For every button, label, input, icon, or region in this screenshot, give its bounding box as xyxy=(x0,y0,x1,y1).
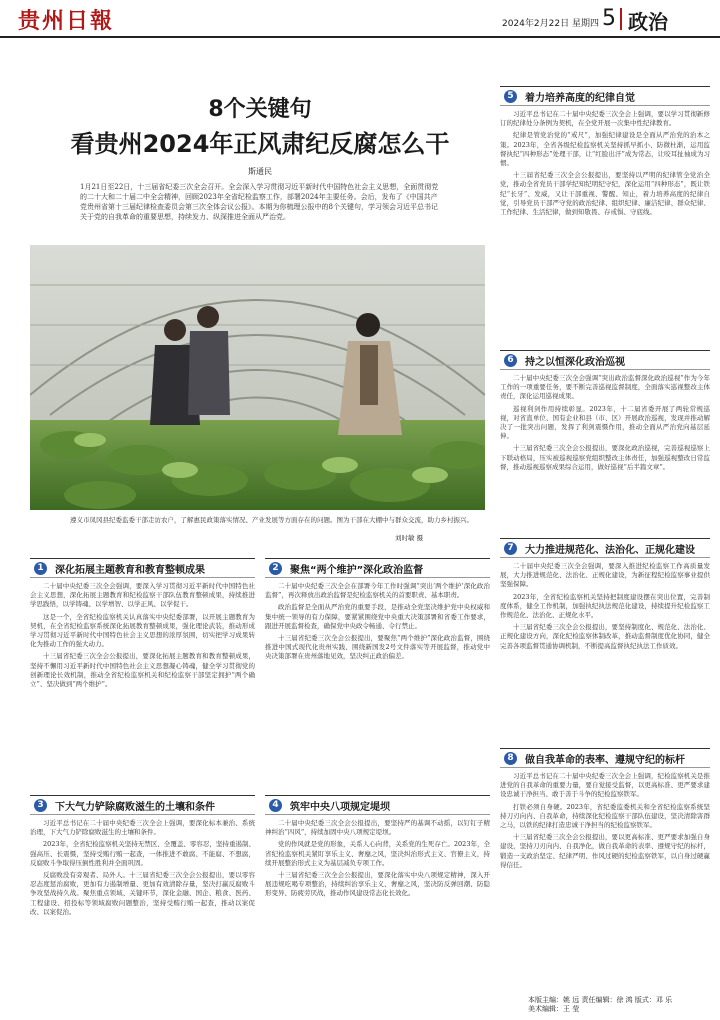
section-4-title: 筑牢中央八项规定堤坝 xyxy=(290,801,390,813)
section-2-number: 2 xyxy=(269,562,282,575)
section-1-para: 这是一个，全省纪检监察机关认真落实中央纪委部署，以开展主题教育为契机，在全省纪检监察系统深化拓展教育整顿成果，强化理论武装，推动形成学习贯彻习近平新时代中国特色社会主义思想的浓厚氛围，切实把学习成果转化为推动工作的强大动力。 xyxy=(30,612,255,649)
lead-paragraph: 1月21日至22日，十三届省纪委三次全会召开。全会深入学习贯彻习近平新时代中国特色社会主义思想，全面贯彻党的二十大和二十届二中全会精神，回顾2023年全省纪检监察工作，部署2024年主要任务。会后，发布了《中国共产党贵州省第十三届纪律检查委员会第三次全体会议公报》。本期为你梳理公报中的8个关键句，学习领会习近平总书记关于党的自我革命的重要思想，持续发力、纵深推进全面从严治党。 xyxy=(80,183,439,221)
greenhouse-illustration xyxy=(30,245,485,510)
section-3-para: 习近平总书记在二十届中央纪委三次全会上强调，要深化标本兼治、系统治理，下大气力铲除腐败滋生的土壤和条件。 xyxy=(30,819,255,837)
section-8-number: 8 xyxy=(504,752,517,765)
section-7-para: 2023年，全省纪检监察机关坚持把制度建设摆在突出位置，完善制度体系，健全工作机制，加强执纪执法规范化建设，持续提升纪检监察工作规范化、法治化、正规化水平。 xyxy=(500,592,710,620)
section-5-title: 着力培养高度的纪律自觉 xyxy=(525,92,635,104)
issue-date: 2024年2月22日 星期四 xyxy=(502,19,599,29)
section-5-para: 习近平总书记在二十届中央纪委三次全会上强调，要以学习贯彻新修订的纪律处分条例为契机，在全党开展一次集中性纪律教育。 xyxy=(500,110,710,128)
section-6-para: 巡视利剑作用持续彰显。2023年，十二届省委开展了两轮常规巡视，对省直单位、国有企业和县（市、区）开展政治巡视，发现并推动解决了一批突出问题，发挥了利剑震慑作用，推动全面从严治党向基层延伸。 xyxy=(500,404,710,441)
section-4 xyxy=(265,795,490,1010)
section-2-title: 聚焦“两个维护”深化政治监督 xyxy=(290,564,424,576)
page-number: 5 xyxy=(602,6,616,31)
newspaper-logo: 贵州日報 xyxy=(18,8,115,34)
section-6-title: 持之以恒深化政治巡视 xyxy=(525,356,625,368)
headline-line2: 看贵州2024年正风肃纪反腐怎么干 xyxy=(70,130,450,158)
section-1 xyxy=(30,558,255,790)
section-3-number: 3 xyxy=(34,799,47,812)
headline-line1: 8个关键句 xyxy=(208,97,312,122)
editor-credits xyxy=(528,996,708,1014)
masthead xyxy=(0,0,720,38)
section-1-para: 二十届中央纪委三次全会强调，要深入学习贯彻习近平新时代中国特色社会主义思想，深化拓展主题教育和纪检监察干部队伍教育整顿成果，持续推进学思践悟，以学铸魂、以学增智、以学正风、以学促干。 xyxy=(30,582,255,609)
section-8-para: 习近平总书记在二十届中央纪委三次全会上强调，纪检监察机关是推进党的自我革命的重要力量，要自觉接受监督，以更高标准、更严要求建设忠诚干净担当、敢于善于斗争的纪检监察铁军。 xyxy=(500,772,710,799)
section-1-number: 1 xyxy=(34,562,47,575)
section-6-header xyxy=(500,350,710,370)
greenhouse-photo xyxy=(30,245,485,510)
section-7-para: 二十届中央纪委三次全会强调，要深入推进纪检监察工作高质量发展，大力推进规范化、法治化、正规化建设，为新征程纪检监察事业提供坚强保障。 xyxy=(500,562,710,589)
section-5-para: 十三届省纪委三次全会公报提出，要坚持以严明的纪律管全党治全党，推动全省党员干部学纪知纪明纪守纪，深化运用“四种形态”，既让铁纪“长牙”、发威，又让干部重视、警醒、知止，着力培养高度的纪律自觉，引导党员干部严守党的政治纪律、组织纪律、廉洁纪律、群众纪律、工作纪律、生活纪律，做到知敬畏、存戒惧、守底线。 xyxy=(500,171,710,217)
section-4-para: 党的作风就是党的形象，关系人心向背，关系党的生死存亡。2023年，全省纪检监察机关紧盯享乐主义、奢靡之风，坚决纠治形式主义、官僚主义，持续开展整治形式主义为基层减负专项工作。 xyxy=(265,840,490,867)
section-6-para: 十三届省纪委三次全会公报提出，要深化政治巡视，完善巡视巡察上下联动格局，压实被巡视巡察党组织整改主体责任，加强巡视整改日常监督，推动巡视巡察成果综合运用，做好巡视“后半篇文章”。 xyxy=(500,444,710,471)
section-7-number: 7 xyxy=(504,542,517,555)
section-2-para: 二十届中央纪委三次全会在部署今年工作时强调“突出‘两个维护’深化政治监督”，再次释放出政治监督是纪检监察机关的首要职责、基本职责。 xyxy=(265,582,490,600)
section-4-header xyxy=(265,795,490,815)
section-6-para: 二十届中央纪委三次全会强调“突出政治监督深化政治巡视”作为今年工作的一项重要任务，要不断完善巡视监督制度，全面落实巡视整改主体责任，深化运用巡视成果。 xyxy=(500,374,710,401)
section-2-para: 政治监督是全面从严治党的重要手段，是推动全党坚决维护党中央权威和集中统一领导的有力保障，要紧紧围绕党中央重大决策部署和省委工作要求，跟进开展监督检查，确保党中央政令畅通、令行禁止。 xyxy=(265,603,490,630)
section-5 xyxy=(500,86,710,336)
section-8-para: 打铁必须自身硬。2023年，省纪委监委机关和全省纪检监察系统坚持刀刃向内、自我革命，持续深化纪检监察干部队伍建设，坚决清除害群之马，以铁的纪律打造忠诚干净担当的纪检监察铁军。 xyxy=(500,802,710,830)
section-8 xyxy=(500,748,710,990)
section-1-title: 深化拓展主题教育和教育整顿成果 xyxy=(55,564,205,576)
section-4-number: 4 xyxy=(269,799,282,812)
photo-credit: 刘时敏 摄 xyxy=(395,534,424,542)
section-7-title: 大力推进规范化、法治化、正规化建设 xyxy=(525,544,695,556)
section-6 xyxy=(500,350,710,530)
section-5-para: 纪律是管党治党的“戒尺”，加强纪律建设是全面从严治党的治本之策。2023年，全省各级纪检监察机关坚持抓早抓小、防微杜渐，运用监督执纪“四种形态”处理干部，让“红脸出汗”成为常态，让咬耳扯袖成为习惯。 xyxy=(500,131,710,168)
section-8-title: 做自我革命的表率、遵规守纪的标杆 xyxy=(525,754,685,766)
section-8-para: 十三届省纪委三次全会公报提出，要以更高标准、更严要求加强自身建设，坚持刀刃向内、自我净化，做自我革命的表率、遵规守纪的标杆，锻造一支政治坚定、纪律严明、作风过硬的纪检监察铁军，以自身过硬赢得信任。 xyxy=(500,833,710,869)
section-3 xyxy=(30,795,255,1010)
section-3-para: 2023年，全省纪检监察机关坚持无禁区、全覆盖、零容忍，坚持重遏制、强高压、长震慑，坚持受贿行贿一起查，一体推进不敢腐、不能腐、不想腐，反腐败斗争取得压倒性胜利并全面巩固。 xyxy=(30,840,255,867)
section-3-header xyxy=(30,795,255,815)
section-3-title: 下大气力铲除腐败滋生的土壤和条件 xyxy=(55,801,215,813)
section-4-para: 十三届省纪委三次全会公报提出，要深化落实中央八项规定精神，深入开展违规吃喝专项整治，持续纠治享乐主义、奢靡之风，坚决防反弹回潮、防隐形变异、防疲劳厌战，推动作风建设常态化长效化。 xyxy=(265,871,490,898)
section-5-header xyxy=(500,86,710,106)
section-7 xyxy=(500,538,710,733)
section-1-header xyxy=(30,558,255,578)
section-2-header xyxy=(265,558,490,578)
byline: 斯通民 xyxy=(248,167,272,176)
section-3-para: 反腐败没有旁观者、局外人。十三届省纪委三次全会公报提出，要以零容忍态度惩治腐败，更加有力遏制增量、更加有效清除存量，坚决打赢反腐败斗争攻坚战持久战。聚焦重点领域、关键环节，深化金融、国企、粮食、医药、工程建设、招投标等领域腐败问题整治，坚持受贿行贿一起查，推动以案促改、以案促治。 xyxy=(30,871,255,916)
section-5-number: 5 xyxy=(504,90,517,103)
section-4-para: 二十届中央纪委三次全会公报提出，要坚持严的基调不动摇，以钉钉子精神纠治“四风”，持续加固中央八项规定堤坝。 xyxy=(265,819,490,837)
section-8-header xyxy=(500,748,710,768)
section-name: 政治 xyxy=(628,10,668,34)
editor-credits-line2: 美术编辑：王 莹 xyxy=(528,1005,580,1013)
editor-credits-line1: 本版主编：姚 远 责任编辑：徐 鸿 版式：邓 乐 xyxy=(528,996,673,1004)
section-1-para: 十三届省纪委三次全会公报提出，要深化拓展主题教育和教育整顿成果，坚持不懈用习近平新时代中国特色社会主义思想凝心铸魂，健全学习贯彻党的创新理论长效机制，推动全省纪检监察机关和纪检监察干部坚定拥护“两个确立”、坚决做到“两个维护”。 xyxy=(30,652,255,689)
photo-caption: 遵义市凤冈县纪委监委干部走访农户，了解惠民政策落实情况、产业发展等方面存在的问题。图为干部在大棚中与群众交流，助力乡村振兴。 xyxy=(70,516,473,524)
section-7-header xyxy=(500,538,710,558)
page-divider xyxy=(620,8,622,30)
section-2 xyxy=(265,558,490,790)
section-6-number: 6 xyxy=(504,354,517,367)
section-2-para: 十三届省纪委三次全会公报提出，要聚焦“两个维护”深化政治监督，围绕推进中国式现代化贵州实践、围绕新国发2号文件落实等开展监督，推动党中央决策部署在贵州落地见效，坚决纠正政治偏差。 xyxy=(265,634,490,661)
section-7-para: 十三届省纪委三次全会公报提出，要坚持制度化、规范化、法治化、正规化建设方向，深化纪检监察体制改革，推动监督制度优化协同，健全完善各项监督贯通协调机制，不断提高监督执纪执法工作质效。 xyxy=(500,623,710,650)
